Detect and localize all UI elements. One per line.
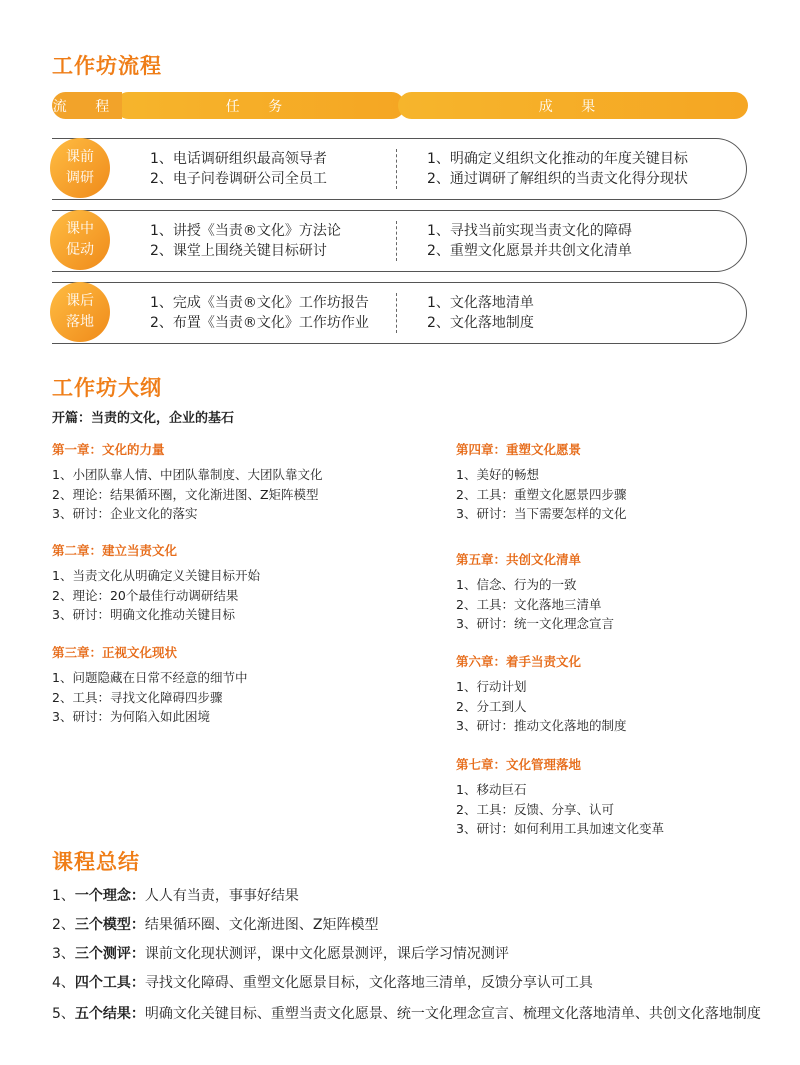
chapter-block bbox=[52, 541, 382, 625]
summary-text: 明确文化关键目标、重塑当责文化愿景、统一文化理念宣言、梳理文化落地清单、共创文化落地制度 bbox=[144, 1006, 761, 1022]
task-item: 2、课堂上围绕关键目标研讨 bbox=[150, 243, 327, 259]
result-list bbox=[427, 293, 534, 333]
chapter-item: 2、理论：结果循环圈，文化渐进图、Z矩阵模型 bbox=[52, 486, 319, 502]
result-item: 2、重塑文化愿景并共创文化清单 bbox=[427, 243, 632, 259]
dashed-divider bbox=[396, 293, 397, 333]
workflow-row bbox=[52, 138, 747, 200]
summary-num: 4、 bbox=[52, 975, 75, 991]
summary-text: 人人有当责，事事好结果 bbox=[144, 888, 299, 904]
summary-key: 五个结果： bbox=[74, 1006, 145, 1022]
stage-label: 课前 bbox=[66, 149, 94, 165]
chapter-item: 3、研讨：明确文化推动关键目标 bbox=[52, 607, 235, 622]
outline-title: 工作坊大纲 bbox=[52, 376, 162, 400]
chapter-title: 第一章：文化的力量 bbox=[52, 442, 165, 457]
summary-num: 2、 bbox=[52, 917, 75, 933]
chapter-block bbox=[456, 755, 786, 839]
summary-num: 5、 bbox=[52, 1006, 75, 1022]
chapter-item: 1、问题隐藏在日常不经意的细节中 bbox=[52, 670, 248, 685]
chapter-item: 2、工具：重塑文化愿景四步骤 bbox=[456, 486, 627, 502]
summary-text: 寻找文化障碍、重塑文化愿景目标，文化落地三清单，反馈分享认可工具 bbox=[144, 975, 593, 991]
summary-num: 1、 bbox=[52, 888, 75, 904]
summary-text: 课前文化现状测评，课中文化愿景测评，课后学习情况测评 bbox=[144, 946, 509, 962]
stage-label: 调研 bbox=[66, 170, 94, 186]
chapter-title: 第五章：共创文化清单 bbox=[456, 552, 582, 567]
result-item: 1、文化落地清单 bbox=[427, 295, 534, 311]
chapter-item: 1、信念、行为的一致 bbox=[456, 577, 577, 592]
chapter-item: 1、美好的畅想 bbox=[456, 467, 539, 482]
result-item: 2、通过调研了解组织的当责文化得分现状 bbox=[427, 171, 688, 187]
chapter-item: 3、研讨：如何利用工具加速文化变革 bbox=[456, 821, 664, 836]
task-item: 1、完成《当责®文化》工作坊报告 bbox=[150, 295, 369, 311]
header-result: 成 果 bbox=[398, 92, 748, 119]
task-item: 1、讲授《当责®文化》方法论 bbox=[150, 223, 341, 239]
header-stage: 流 程 bbox=[52, 92, 122, 119]
chapter-title: 第二章：建立当责文化 bbox=[52, 543, 178, 558]
result-item: 1、寻找当前实现当责文化的障碍 bbox=[427, 223, 632, 239]
chapter-item: 2、工具：反馈、分享、认可 bbox=[456, 801, 614, 817]
summary-item bbox=[52, 1004, 800, 1025]
summary-key: 一个理念： bbox=[74, 888, 145, 904]
stage-badge bbox=[50, 282, 110, 342]
task-item: 1、电话调研组织最高领导者 bbox=[150, 151, 327, 167]
stage-label: 课中 bbox=[66, 221, 94, 237]
summary-text: 结果循环圈、文化渐进图、Z矩阵模型 bbox=[144, 917, 379, 933]
chapter-block bbox=[456, 652, 786, 736]
chapter-block bbox=[456, 440, 786, 524]
task-list bbox=[150, 149, 327, 189]
task-list bbox=[150, 293, 369, 333]
stage-label: 落地 bbox=[66, 314, 94, 330]
chapter-item: 3、研讨：为何陷入如此困境 bbox=[52, 709, 210, 724]
stage-label: 促动 bbox=[66, 242, 94, 258]
result-item: 2、文化落地制度 bbox=[427, 315, 534, 331]
chapter-item: 3、研讨：当下需要怎样的文化 bbox=[456, 506, 627, 521]
chapter-item: 1、小团队靠人情、中团队靠制度、大团队靠文化 bbox=[52, 467, 323, 482]
summary-item bbox=[52, 973, 752, 994]
summary-item bbox=[52, 886, 752, 907]
result-list bbox=[427, 149, 688, 189]
header-task: 任 务 bbox=[115, 92, 405, 119]
workflow-row bbox=[52, 210, 747, 272]
workflow-title: 工作坊流程 bbox=[52, 54, 162, 78]
chapter-item: 3、研讨：企业文化的落实 bbox=[52, 506, 198, 521]
chapter-item: 2、分工到人 bbox=[456, 698, 527, 714]
chapter-item: 1、移动巨石 bbox=[456, 782, 527, 797]
chapter-title: 第四章：重塑文化愿景 bbox=[456, 442, 582, 457]
summary-item bbox=[52, 944, 752, 965]
chapter-title: 第六章：着手当责文化 bbox=[456, 654, 582, 669]
chapter-block bbox=[52, 440, 382, 524]
summary-item bbox=[52, 915, 752, 936]
chapter-item: 1、当责文化从明确定义关键目标开始 bbox=[52, 568, 260, 583]
chapter-item: 3、研讨：推动文化落地的制度 bbox=[456, 718, 627, 733]
workflow-row bbox=[52, 282, 747, 344]
chapter-title: 第三章：正视文化现状 bbox=[52, 645, 178, 660]
chapter-title: 第七章：文化管理落地 bbox=[456, 757, 582, 772]
chapter-item: 1、行动计划 bbox=[456, 679, 527, 694]
task-item: 2、电子问卷调研公司全员工 bbox=[150, 171, 327, 187]
summary-key: 四个工具： bbox=[74, 975, 145, 991]
dashed-divider bbox=[396, 149, 397, 189]
task-item: 2、布置《当责®文化》工作坊作业 bbox=[150, 315, 369, 331]
summary-key: 三个测评： bbox=[74, 946, 145, 962]
result-list bbox=[427, 221, 632, 261]
summary-key: 三个模型： bbox=[74, 917, 145, 933]
chapter-item: 3、研讨：统一文化理念宣言 bbox=[456, 616, 614, 631]
dashed-divider bbox=[396, 221, 397, 261]
stage-label: 课后 bbox=[66, 293, 94, 309]
chapter-item: 2、理论：20个最佳行动调研结果 bbox=[52, 587, 239, 603]
stage-badge bbox=[50, 210, 110, 270]
summary-title: 课程总结 bbox=[52, 850, 140, 874]
chapter-item: 2、工具：文化落地三清单 bbox=[456, 596, 602, 612]
chapter-block bbox=[456, 550, 786, 634]
summary-num: 3、 bbox=[52, 946, 75, 962]
chapter-item: 2、工具：寻找文化障碍四步骤 bbox=[52, 689, 223, 705]
task-list bbox=[150, 221, 341, 261]
chapter-block bbox=[52, 643, 382, 727]
stage-badge bbox=[50, 138, 110, 198]
result-item: 1、明确定义组织文化推动的年度关键目标 bbox=[427, 151, 688, 167]
outline-opening: 开篇：当责的文化，企业的基石 bbox=[52, 411, 235, 426]
